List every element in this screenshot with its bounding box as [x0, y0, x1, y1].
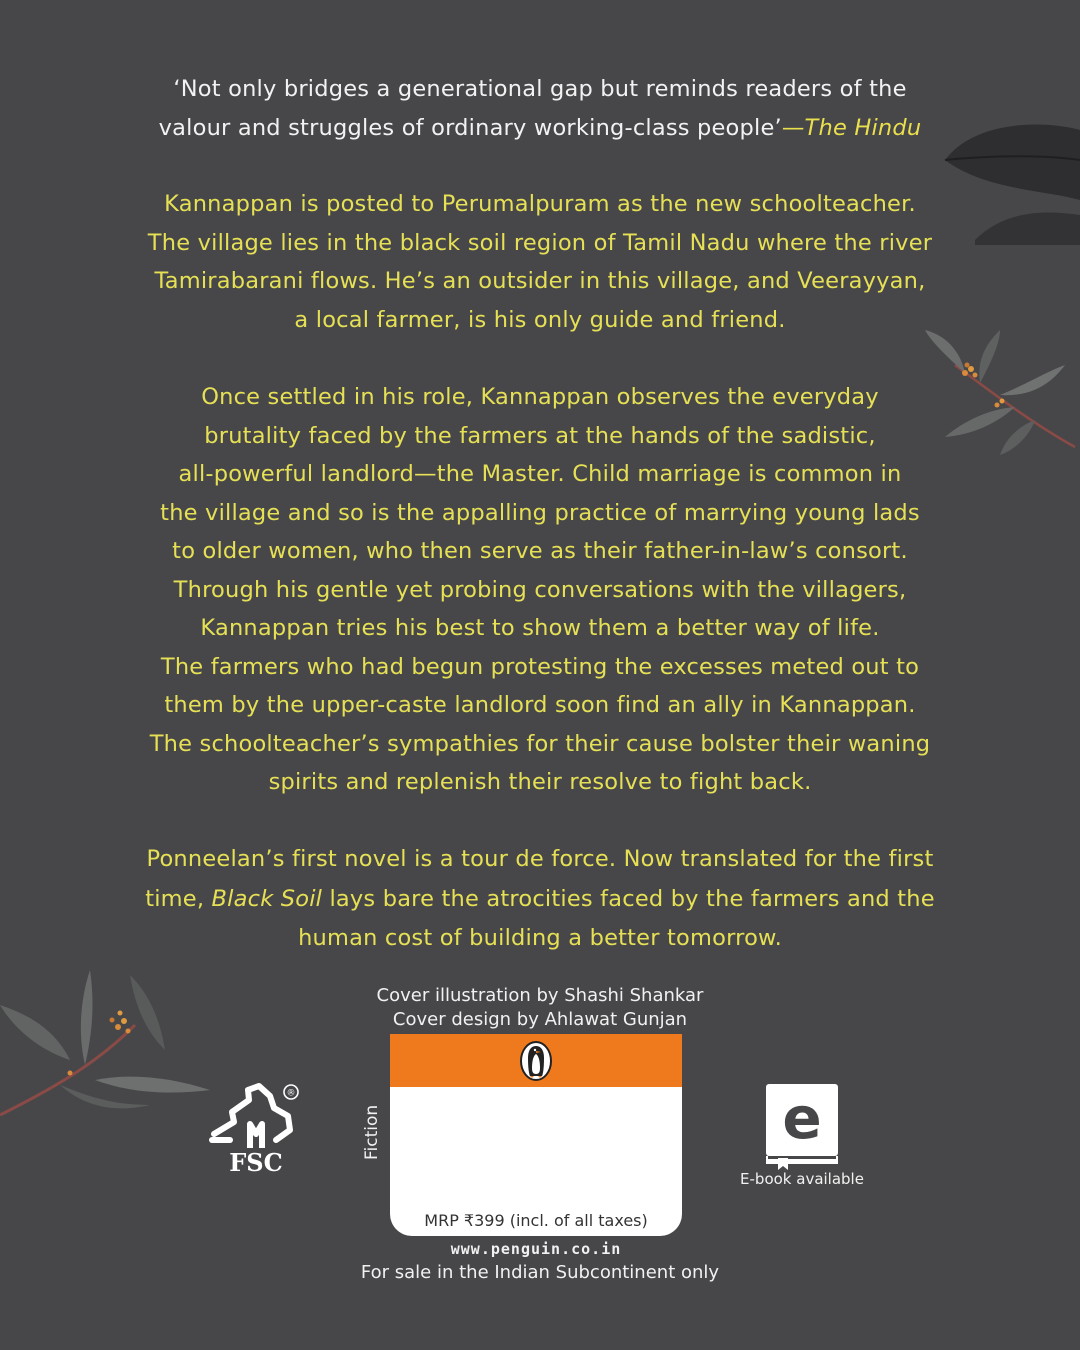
blurb-line: them by the upper-caste landlord soon find an ally in Kannappan. — [164, 692, 916, 718]
blurb-line: Through his gentle yet probing conversations with the villagers, — [173, 576, 907, 603]
blurb-line-part: lays bare the atrocities faced by the farmers and the — [322, 885, 935, 912]
sale-territory-notice: For sale in the Indian Subcontinent only — [360, 1262, 720, 1283]
penguin-logo-icon — [518, 1040, 554, 1082]
ebook-letter: e — [782, 1084, 822, 1152]
book-title: Black Soil — [211, 885, 323, 912]
blurb-line: The village lies in the black soil region of Tamil Nadu where the river — [147, 229, 933, 256]
quote-line-2 — [90, 109, 990, 148]
blurb-line: a local farmer, is his only guide and friend. — [294, 306, 786, 333]
blurb-line-part: time, — [145, 885, 212, 912]
eucalyptus-branch-left-icon — [0, 965, 220, 1125]
blurb-line: The farmers who had begun protesting the excesses meted out to — [160, 653, 920, 680]
illustration-credit: Cover illustration by Shashi Shankar — [376, 985, 704, 1006]
blurb-line: brutality faced by the farmers at the hands of the sadistic, — [204, 422, 876, 449]
price-panel — [390, 1034, 682, 1236]
publisher-website: www.penguin.co.in — [450, 1240, 622, 1258]
penguin-band — [390, 1034, 682, 1087]
blurb-line: Ponneelan’s first novel is a tour de force. Now translated for the first — [146, 846, 934, 872]
blurb-line: Kannappan is posted to Perumalpuram as the new schoolteacher. — [164, 191, 916, 217]
blurb-paragraph-3 — [90, 840, 990, 959]
blurb-line: Tamirabarani flows. He’s an outsider in this village, and Veerayyan, — [154, 268, 926, 294]
blurb-line: spirits and replenish their resolve to fight back. — [268, 769, 812, 795]
fsc-label: FSC — [229, 1148, 283, 1177]
book-back-cover: ‘Not only bridges a generational gap but reminds readers of the valour and struggles of ordinary working-class people’—The Hindu Kannappan is posted to Perumalpuram as the new schoolteacher. The village lies in the black soil region of Tamil Nadu where the river Tamirabarani flows. He’s an outsider in this village, and Veerayyan, a local farmer, is his only guide and friend. Once settled in his role, Kannappan observes the everyday brutality faced by the farmers at the hands of the sadistic, all-powerful landlord—the Master. Child marriage is common in the village and so is the appalling practice of marrying young lads to older women, who then serve as their father-in-law’s consort. Through his gentle yet probing conversations with the villagers, Kannappan tries his best to show them a better way of life. The farmers who had begun protesting the excesses meted out to them by the upper-caste landlord soon find an ally in Kannappan. The schoolteacher’s sympathies for their cause bolster their waning spirits and replenish their resolve to fight back. Ponneelan’s first novel is a tour de force. Now translated for the first time, Black Soil lays bare the atrocities faced by the farmers and the human cost of building a better tomorrow. Cover illustration by Shashi Shankar Cover design by Ahlawat Gunjan ® FSC Fiction MRP ₹399 (incl. of all taxes) www.penguin.co.in For sale in the Indian Subcontinent only e E-book available — [0, 0, 1080, 1350]
quote-line-1: ‘Not only bridges a generational gap but reminds readers of the — [173, 76, 907, 102]
blurb-line: the village and so is the appalling practice of marrying young lads — [160, 499, 920, 526]
review-quote — [90, 70, 990, 147]
quote-text: valour and struggles of ordinary working-class people’ — [158, 114, 782, 141]
quote-source: —The Hindu — [781, 114, 922, 141]
design-credit: Cover design by Ahlawat Gunjan — [392, 1009, 688, 1030]
ebook-icon — [764, 1082, 840, 1170]
blurb-line: human cost of building a better tomorrow. — [298, 925, 782, 951]
blurb-line: The schoolteacher’s sympathies for their cause bolster their waning — [149, 730, 931, 757]
blurb-paragraph-2 — [90, 378, 990, 802]
blurb-line: all-powerful landlord—the Master. Child marriage is common in — [178, 461, 902, 487]
price-label: MRP ₹399 (incl. of all taxes) — [424, 1211, 648, 1230]
blurb-line: Kannappan tries his best to show them a better way of life. — [200, 615, 880, 641]
fsc-registered-mark: ® — [286, 1088, 296, 1099]
ebook-available-label: E-book available — [740, 1170, 864, 1188]
blurb-paragraph-1 — [90, 185, 990, 339]
blurb-line: Once settled in his role, Kannappan observes the everyday — [201, 384, 879, 410]
cover-credits — [290, 984, 790, 1032]
blurb-line — [90, 880, 990, 920]
blurb-line: to older women, who then serve as their father-in-law’s consort. — [172, 538, 908, 564]
